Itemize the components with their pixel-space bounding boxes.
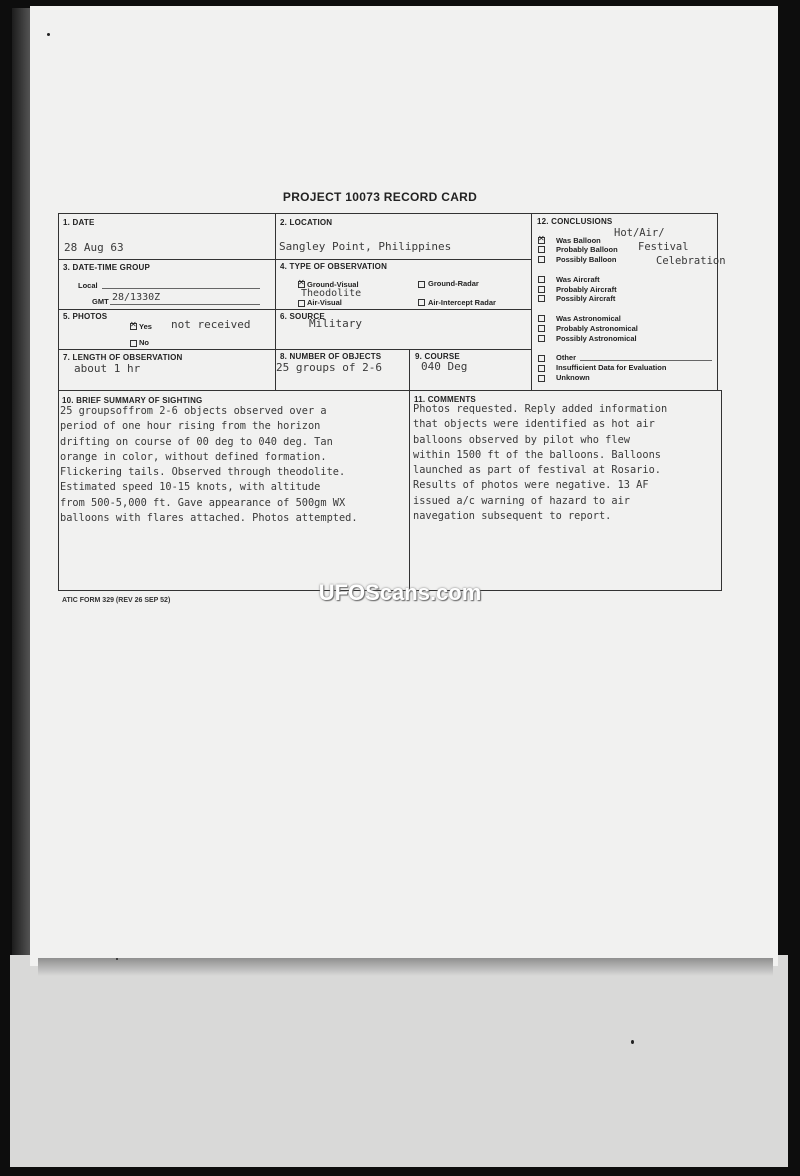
photos-yes-label: Yes — [139, 322, 152, 331]
comments-line: launched as part of festival at Rosario. — [413, 464, 661, 477]
possibly-aircraft-checkbox — [538, 295, 545, 302]
unknown-checkbox — [538, 375, 545, 382]
location-value: Sangley Point, Philippines — [279, 240, 452, 253]
number-label: 8. NUMBER OF OBJECTS — [280, 352, 382, 361]
conclusions-label: 12. CONCLUSIONS — [537, 217, 613, 226]
dtg-local-line — [102, 288, 260, 289]
comments-line: within 1500 ft of the balloons. Balloons — [413, 448, 661, 461]
probably-balloon-label: Probably Balloon — [556, 245, 618, 254]
probably-aircraft-checkbox — [538, 286, 545, 293]
form-number: ATIC FORM 329 (REV 26 SEP 52) — [62, 597, 171, 604]
air-intercept-checkbox — [418, 299, 425, 306]
possibly-balloon-label: Possibly Balloon — [556, 255, 617, 264]
summary-line: period of one hour rising from the horizon — [60, 420, 321, 433]
dtg-gmt-value: 28/1330Z — [112, 292, 161, 303]
comments-line: issued a/c warning of hazard to air — [413, 494, 630, 507]
comments-line: Photos requested. Reply added information — [413, 403, 668, 415]
grid-left — [58, 213, 59, 591]
grid-row-1 — [58, 259, 531, 260]
summary-text — [60, 404, 358, 526]
comments-line: Results of photos were negative. 13 AF — [413, 479, 649, 492]
was-astronomical-checkbox — [538, 315, 545, 322]
dust-speck — [631, 1040, 634, 1044]
summary-line: orange in color, without defined formation. — [60, 450, 327, 463]
unknown-label: Unknown — [556, 373, 590, 382]
balloon-note-festival: Festival — [638, 241, 689, 253]
was-aircraft-label: Was Aircraft — [556, 275, 600, 284]
dtg-gmt-line — [110, 304, 260, 305]
possibly-aircraft-label: Possibly Aircraft — [556, 294, 616, 303]
comments-text — [413, 402, 667, 524]
source-label: 6. SOURCE — [280, 312, 325, 321]
possibly-balloon-checkbox — [538, 256, 545, 263]
ground-radar-label: Ground-Radar — [428, 279, 479, 288]
grid-right-lower — [721, 390, 722, 591]
summary-line: balloons with flares attached. Photos attempted. — [60, 512, 358, 525]
other-checkbox — [538, 355, 545, 362]
number-value: 25 groups of 2-6 — [276, 361, 382, 374]
photos-label: 5. PHOTOS — [63, 312, 108, 321]
date-label: 1. DATE — [63, 218, 95, 227]
insufficient-label: Insufficient Data for Evaluation — [556, 363, 667, 372]
dust-speck — [47, 33, 50, 36]
probably-astronomical-checkbox — [538, 325, 545, 332]
probably-astronomical-label: Probably Astronomical — [556, 324, 638, 333]
ground-visual-label: Ground-Visual — [307, 280, 359, 289]
comments-line: balloons observed by pilot who flew — [413, 433, 630, 446]
summary-line: drifting on course of 00 deg to 040 deg. Tan — [60, 435, 333, 448]
grid-right-upper — [717, 213, 718, 390]
other-line — [580, 360, 712, 361]
air-visual-label: Air-Visual — [307, 298, 342, 307]
course-label: 9. COURSE — [415, 352, 460, 361]
comments-line: that objects were identified as hot air — [413, 418, 655, 431]
summary-line: from 500-5,000 ft. Gave appearance of 500gm WX — [60, 496, 346, 509]
photos-no-checkbox — [130, 340, 137, 347]
ground-radar-checkbox — [418, 281, 425, 288]
was-aircraft-checkbox — [538, 276, 545, 283]
dtg-local-label: Local — [78, 281, 98, 290]
ground-visual-checkbox — [298, 281, 305, 288]
grid-col-2 — [531, 213, 532, 390]
was-balloon-label: Was Balloon — [556, 236, 601, 245]
location-label: 2. LOCATION — [280, 218, 333, 227]
length-value: about 1 hr — [74, 362, 141, 375]
insufficient-checkbox — [538, 365, 545, 372]
photos-no-label: No — [139, 338, 149, 347]
ground-visual-note: Theodolite — [301, 288, 362, 299]
source-value: Military — [309, 317, 362, 330]
was-astronomical-label: Was Astronomical — [556, 314, 621, 323]
possibly-astronomical-checkbox — [538, 335, 545, 342]
other-label: Other — [556, 353, 577, 362]
possibly-astronomical-label: Possibly Astronomical — [556, 334, 637, 343]
dtg-label: 3. DATE-TIME GROUP — [63, 263, 151, 272]
course-value: 040 Deg — [421, 360, 468, 373]
air-visual-checkbox — [298, 300, 305, 307]
photos-yes-note: not received — [171, 318, 251, 331]
summary-line: Flickering tails. Observed through theodolite. — [60, 466, 346, 479]
summary-line: 25 groupsoffrom 2-6 objects observed over a — [60, 405, 327, 417]
dust-speck — [116, 958, 118, 960]
grid-col-3 — [409, 349, 410, 590]
watermark: UFOScans.com — [318, 580, 482, 605]
air-intercept-label: Air-Intercept Radar — [428, 298, 496, 307]
grid-row-2 — [58, 309, 531, 310]
dtg-gmt-label: GMT — [92, 297, 109, 306]
summary-line: Estimated speed 10-15 knots, with altitude — [60, 481, 321, 494]
probably-aircraft-label: Probably Aircraft — [556, 285, 617, 294]
card-title: PROJECT 10073 RECORD CARD — [282, 190, 478, 204]
balloon-note-hot-air: Hot/Air/ — [614, 227, 665, 239]
length-label: 7. LENGTH OF OBSERVATION — [63, 353, 183, 362]
was-balloon-checkbox — [538, 237, 545, 244]
comments-line: navegation subsequent to report. — [413, 510, 612, 523]
grid-top — [58, 213, 718, 214]
date-value: 28 Aug 63 — [64, 241, 124, 254]
grid-row-3 — [58, 349, 531, 350]
balloon-note-celebration: Celebration — [656, 255, 726, 267]
type-label: 4. TYPE OF OBSERVATION — [280, 262, 388, 271]
comments-label: 11. COMMENTS — [414, 395, 476, 404]
probably-balloon-checkbox — [538, 246, 545, 253]
summary-label: 10. BRIEF SUMMARY OF SIGHTING — [62, 396, 203, 405]
grid-row-4 — [58, 390, 722, 391]
photos-yes-checkbox — [130, 323, 137, 330]
